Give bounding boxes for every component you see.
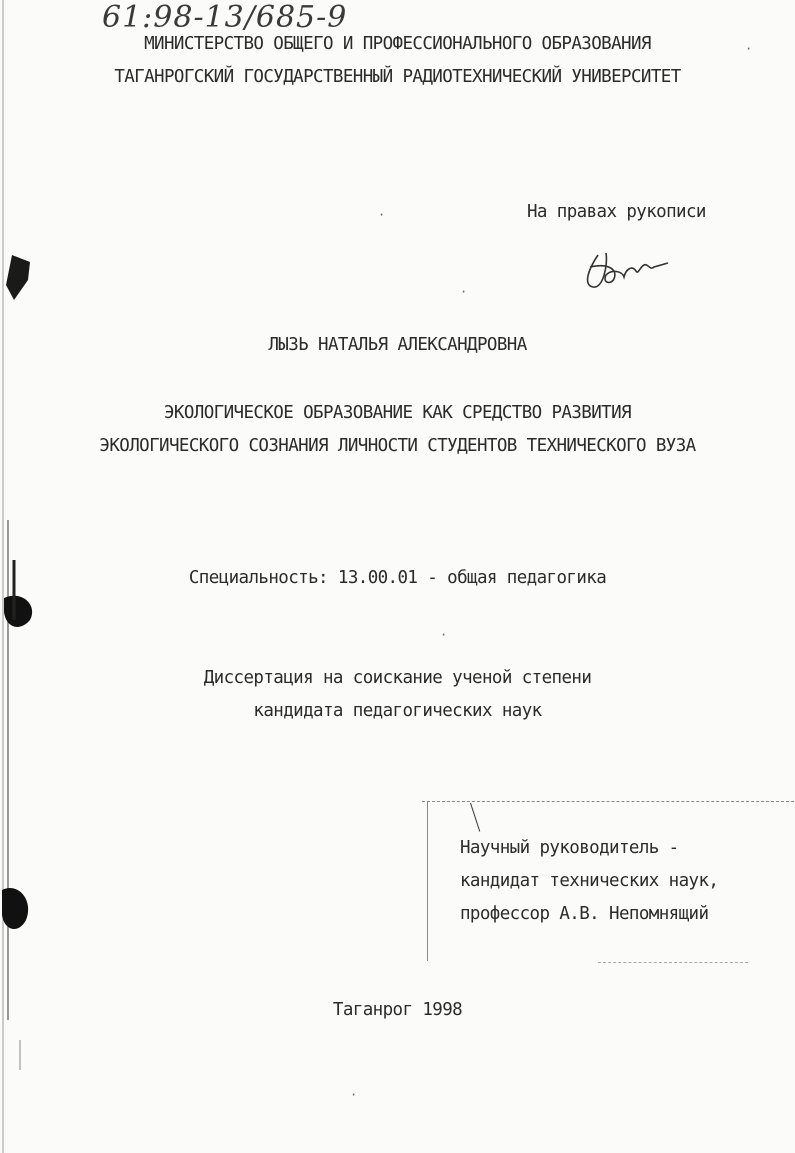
scan-speck: · [460,285,468,299]
supervisor-line-3: профессор А.В. Непомнящий [460,904,709,924]
place-year: Таганрог 1998 [332,1000,463,1020]
supervisor-line-1: Научный руководитель - [460,838,679,858]
manuscript-rights-note: На правах рукописи [527,202,706,222]
scan-speck: · [350,1088,358,1102]
ministry-heading: МИНИСТЕРСТВО ОБЩЕГО И ПРОФЕССИОНАЛЬНОГО ОБРАЗОВАНИЯ [144,34,651,54]
dissertation-line-2: кандидата педагогических наук [253,701,542,721]
dissertation-line-1: Диссертация на соискание ученой степени [203,668,592,688]
supervisor-box-left-border [427,801,428,961]
author-name: ЛЫЗЬ НАТАЛЬЯ АЛЕКСАНДРОВНА [268,335,527,355]
title-line-1: ЭКОЛОГИЧЕСКОЕ ОБРАЗОВАНИЕ КАК СРЕДСТВО РАЗВИТИЯ [164,403,631,423]
university-heading: ТАГАНРОГСКИЙ ГОСУДАРСТВЕННЫЙ РАДИОТЕХНИЧЕСКИЙ УНИВЕРСИТЕТ [114,67,681,87]
supervisor-box-bottom-border [598,962,748,963]
supervisor-line-2: кандидат технических наук, [460,871,719,891]
title-line-2: ЭКОЛОГИЧЕСКОГО СОЗНАНИЯ ЛИЧНОСТИ СТУДЕНТОВ ТЕХНИЧЕСКОГО ВУЗА [99,436,696,456]
signature-icon [578,245,678,295]
pen-mark [470,803,480,832]
supervisor-box-top-border [422,801,794,802]
handwritten-archive-number: 61:98-13/685-9 [102,0,348,35]
scan-speck: · [440,628,448,642]
scan-speck: · [378,208,386,222]
scan-speck: · [745,42,753,56]
specialty-line: Специальность: 13.00.01 - общая педагогика [188,568,607,588]
